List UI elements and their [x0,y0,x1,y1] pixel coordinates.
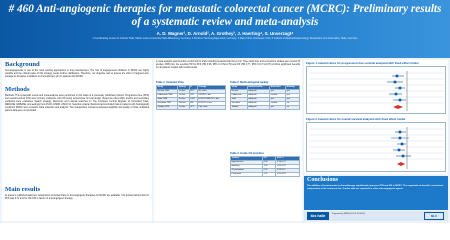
table-header: Therapy [197,86,225,90]
table-cell: 1st line [178,106,189,110]
table-cell: Kabbinavar 2005 [157,94,178,98]
table-cell: unclear [270,94,286,98]
kks-logo: kks halle [307,212,329,220]
table-cell: 1st line [178,94,189,98]
table-cell: GI perforation [231,169,263,173]
table-cell: adequate [247,102,270,106]
table-header: OR [262,157,275,161]
table-cell: yes [270,90,286,94]
results-text: At present, published data from randomized controlled trials on anti-angiogenic therapies for MCRC are available. The pooled hazard ratio for PFS was 0.72 and for OS 0.84 in favour of anti-angiogenic therapy. [5,195,149,200]
background-text: Anti-angiogenesis is one of the most exciting approaches in drug development. The role of angiogenesis inhibitors in MCRC are highly variable and the clinical value of this strategy needs further clarification. Therefore, our objective was to assess the effect of targeted anti-angiogenic therapies in addition to chemotherapy (ch) in patients with MCRC. [5,70,149,78]
forest-plot-pfs-graphic [307,67,446,114]
background-heading: Background [5,61,40,68]
table-cell: 813 [189,90,197,94]
conclusions-heading: Conclusions [307,177,339,183]
table-cell: adequate [247,90,270,94]
table-cell: 209 [189,94,197,98]
table-cell: Hurwitz [231,90,248,94]
table-cell: 1st line [178,98,189,102]
toxicity-table [230,156,300,177]
forest-plot-os-graphic [307,123,446,172]
table-cell: Cap ± bev [197,106,225,110]
table-header: Blinding [286,86,300,90]
figure1-title: Figure 1. Hazard ratios for progression-free survival analyzed with fixed effect model [306,61,419,65]
table-cell: FOLFOX/XELOX ± bev [197,98,225,102]
table-header: Allocation [270,86,286,90]
quality-table [230,85,300,110]
table-cell: Tebbutt 2010 [157,106,178,110]
table2-caption: Table 2. Methodological quality [230,81,269,84]
forest-plot-pfs [306,66,446,114]
table1-caption: Table 1. Included trials [156,81,184,84]
table-cell: 1st line [178,90,189,94]
footer [304,211,448,221]
right-column [304,60,448,174]
table-cell: 2nd line [178,102,189,106]
figure2-title: Figure 2. Hazard ratios for overall survival analyzed with fixed effect model [306,117,406,121]
table-cell: 2.54 [262,169,275,173]
table-cell: 471 [189,106,197,110]
table-cell: yes [286,94,300,98]
table-cell: FOLFOX ± bev [197,102,225,106]
table-cell: Hypertension [231,161,263,165]
funding-note: Supported by BMBF (FKZ 01 KN 0903) [332,213,365,215]
table-header: Randomisation [247,86,270,90]
table-cell: 0.92-4.23 [276,173,300,177]
intro-text: A meta-analysis was therefore performed for trials including bevacizumab (bev) only. Three trials first- and second-line studies were pooled (5 studies, 3665 pts), the resulting HR for PFS (HR 0.66, 95% CI 0.62-0.76) and OS (HR 0.77, 95% CI 0.71-0.87) confirms significant benefits for all patients treated with bevacizumab. [156,61,300,69]
forest-plot-os [306,122,446,172]
table-cell: Saltz 2008 [157,98,178,102]
table-cell: 0.93-6.97 [276,169,300,173]
poster-title: # 460 Anti-angiogenic therapies for metastatic colorectal cancer (MCRC): Preliminary results of a systematic review and meta-analysis [8,3,442,28]
results-heading: Main results [5,186,41,193]
table-header: Study [231,86,248,90]
middle-column [154,60,302,221]
table-cell: 5-FU/LV ± bev [197,94,225,98]
table-cell: Kabbinavar [231,94,248,98]
university-logo: MLU [424,212,444,220]
table-row [157,106,226,110]
table-cell: no [286,102,300,106]
table-header: Toxicity [231,157,263,161]
table-cell: adequate [247,94,270,98]
table-cell: Proteinuria [231,173,263,177]
table-cell: 1401 [189,98,197,102]
table-cell: 1.54 [262,165,275,169]
table-cell: yes [286,90,300,94]
table-cell: unclear [270,102,286,106]
table-cell: Giantonio [231,102,248,106]
table-row [231,173,300,177]
table-cell: Bleeding [231,165,263,169]
table-header: Study [157,86,178,90]
table-cell: adequate [247,98,270,102]
title-banner [0,0,450,58]
table-header: 95% CI [276,157,300,161]
methods-text: Methods: This systematic review and meta-analysis were performed on the basis of a previously published protocol. Progression-free (PFS) and overall survival (OS) were primary endpoints, with OS being inconclusive for trial design. Response rates (RR), toxicity and secondary endpoints were evaluated. Search strategy: Electronic and manual searches in: The Cochrane Central Register of Controlled Trials, MEDLINE, EMBASE, proceedings from ASCO, ESMO, ASCO GI. Selection criteria: Randomized controlled trials in patients with histologically confirmed MCRC were included. Data collection and analysis: Two independent reviewers assessed eligibility and quality of trials; individual patient data were not provided. [5,95,149,112]
table3-caption: Table 3. Grade 3/4 toxicities [230,152,264,155]
table-row [231,106,300,110]
table-cell: Giantonio 2007 [157,102,178,106]
methods-heading: Methods [5,86,30,93]
table-header: N [189,86,197,90]
author-list: A. D. Wagner¹, D. Arnold², A. Grothey³, J. Haerting⁴, S. Unverzagt⁴ [156,31,294,36]
table-cell: Tebbutt [231,106,248,110]
included-trials-table [156,85,226,110]
affiliations: 1 Coordinating Centre for Clinical Trials, Martin-Luther-University Halle-Wittenberg, Germany; 2 Klinikum Hamburg-Eppendorf, Germany; 3 Mayo Clinic, Rochester, USA; 4 Institute of Medical Epidemiology, Biostatistics and Informatics, Halle, Germany [92,37,358,40]
left-column [2,60,152,221]
table-cell: Hurwitz 2004 [157,90,178,94]
table-cell: 829 [189,102,197,106]
table-cell: 2.93-6.73 [276,161,300,165]
conclusions-box [304,176,448,210]
table-cell: 1.02-2.33 [276,165,300,169]
table-cell: yes [286,98,300,102]
table-cell: 4.44 [262,161,275,165]
conclusions-text: The addition of bevacizumab to chemotherapy significantly improves PFS and OS in MCRC. The magnitude of benefit is consistent, independent of the treatment line. Further data are required for other anti-angiogenic agents. [307,185,444,190]
table-cell: IFL ± bev [197,90,225,94]
table-header: Setting [178,86,189,90]
table-cell: yes [270,98,286,102]
table-cell: adequate [247,106,270,110]
table-cell: yes [270,106,286,110]
table-cell: no [286,106,300,110]
table-cell: 1.97 [262,173,275,177]
table-cell: Saltz [231,98,248,102]
